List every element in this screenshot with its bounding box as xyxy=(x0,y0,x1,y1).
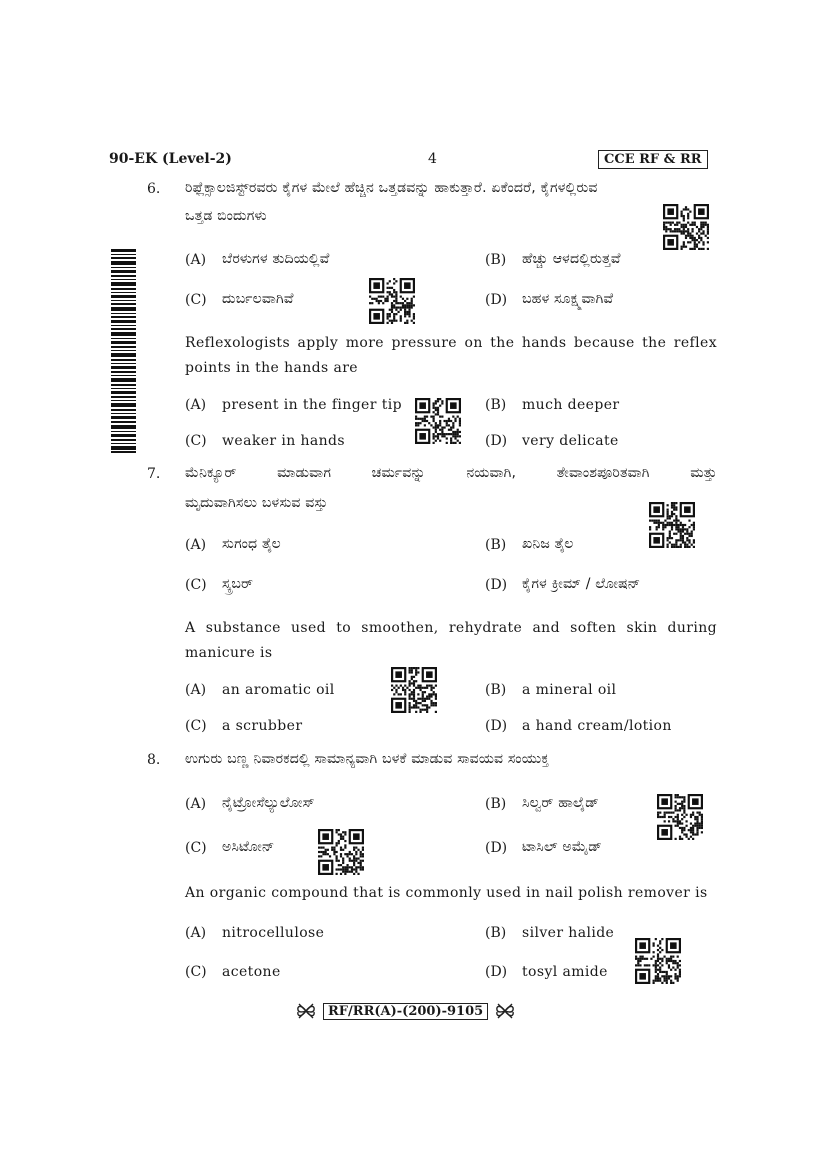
qr-code-icon xyxy=(415,398,461,444)
option-text: ಸಿಲ್ವರ್ ಹಾಲೈಡ್ xyxy=(522,795,599,811)
option-text: ಖನಿಜ ತೈಲ xyxy=(522,536,574,552)
question-text-english: Reflexologists apply more pressure on the hands because the reflex points in the hands are xyxy=(185,335,717,376)
exam-code: 90-EK (Level-2) xyxy=(109,151,232,167)
option-label: (D) xyxy=(485,292,508,308)
option-label: (D) xyxy=(485,840,508,856)
option-text: acetone xyxy=(222,964,281,980)
question-text-kannada-line2: ಒತ್ತಡ ಬಿಂದುಗಳು xyxy=(185,208,267,224)
question-text-english: An organic compound that is commonly used in nail polish remover is xyxy=(185,885,708,901)
option-label: (D) xyxy=(485,718,508,734)
question-text-kannada: ಉಗುರು ಬಣ್ಣ ನಿವಾರಕದಲ್ಲಿ ಸಾಮಾನ್ಯವಾಗಿ ಬಳಕೆ ಮಾಡುವ ಸಾವಯವ ಸಂಯುಕ್ತ xyxy=(185,751,550,767)
question-number: 7. xyxy=(147,466,161,482)
option-text: an aromatic oil xyxy=(222,682,335,698)
option-text: nitrocellulose xyxy=(222,925,325,941)
option-label: (D) xyxy=(485,577,508,593)
option-label: (A) xyxy=(185,397,207,413)
question-text-kannada: ರಿಫ್ಲೆಕ್ಸಾಲಜಿಸ್ಟ್‌ರವರು ಕೈಗಳ ಮೇಲೆ ಹೆಚ್ಚಿನ ಒತ್ತಡವನ್ನು ಹಾಕುತ್ತಾರೆ. ಏಕೆಂದರೆ, ಕೈಗಳಲ್ಲಿರುವ xyxy=(185,180,598,196)
option-text: ಸುಗಂಧ ತೈಲ xyxy=(222,536,281,552)
option-text: present in the finger tip xyxy=(222,397,402,413)
option-text: a scrubber xyxy=(222,718,303,734)
option-label: (C) xyxy=(185,840,207,856)
option-text: weaker in hands xyxy=(222,433,345,449)
option-label: (B) xyxy=(485,682,507,698)
option-text: ಟಾಸಿಲ್ ಅಮೈಡ್ xyxy=(522,839,602,855)
option-label: (C) xyxy=(185,718,207,734)
qr-code-icon xyxy=(635,938,681,984)
qr-code-icon xyxy=(318,829,364,875)
option-text: ಅಸಿಟೋನ್ xyxy=(222,839,275,855)
question-text-kannada: ಮೆನಿಕ್ಯೂರ್ ಮಾಡುವಾಗ ಚರ್ಮವನ್ನು ನಯವಾಗಿ, ತೇವಾಂಶಪೂರಿತವಾಗಿ ಮತ್ತು xyxy=(185,465,717,481)
qr-code-icon xyxy=(369,278,415,324)
option-text: much deeper xyxy=(522,397,620,413)
option-label: (D) xyxy=(485,964,508,980)
paper-code: RF/RR(A)-(200)-9105 xyxy=(323,1003,488,1020)
option-label: (C) xyxy=(185,964,207,980)
option-label: (C) xyxy=(185,292,207,308)
option-text: ಸ್ಕ್ರಬರ್ xyxy=(222,576,254,592)
option-label: (D) xyxy=(485,433,508,449)
footer xyxy=(295,1000,516,1022)
option-text: a mineral oil xyxy=(522,682,617,698)
option-text: very delicate xyxy=(522,433,619,449)
option-label: (C) xyxy=(185,577,207,593)
option-text: silver halide xyxy=(522,925,615,941)
option-label: (A) xyxy=(185,537,207,553)
option-label: (B) xyxy=(485,252,507,268)
exam-type-box: CCE RF & RR xyxy=(598,150,708,169)
question-text-kannada-line2: ಮೃದುವಾಗಿಸಲು ಬಳಸುವ ವಸ್ತು xyxy=(185,495,328,511)
option-text: ಕೈಗಳ ಕ್ರೀಮ್ / ಲೋಷನ್ xyxy=(522,576,641,592)
floral-ornament-icon xyxy=(295,1000,317,1022)
option-label: (C) xyxy=(185,433,207,449)
question-number: 6. xyxy=(147,181,161,197)
option-label: (B) xyxy=(485,537,507,553)
option-label: (A) xyxy=(185,796,207,812)
option-label: (B) xyxy=(485,925,507,941)
question-number: 8. xyxy=(147,752,161,768)
option-text: ಬೆರಳುಗಳ ತುದಿಯಲ್ಲಿವೆ xyxy=(222,251,330,267)
option-text: ದುರ್ಬಲವಾಗಿವೆ xyxy=(222,291,294,307)
qr-code-icon xyxy=(663,204,709,250)
option-label: (B) xyxy=(485,796,507,812)
page-number: 4 xyxy=(428,151,437,167)
option-label: (A) xyxy=(185,682,207,698)
option-text: tosyl amide xyxy=(522,964,608,980)
option-text: ನೈಟ್ರೋಸೆಲ್ಯುಲೋಸ್ xyxy=(222,795,315,811)
qr-code-icon xyxy=(391,667,437,713)
option-label: (A) xyxy=(185,925,207,941)
option-label: (B) xyxy=(485,397,507,413)
barcode-icon xyxy=(111,249,136,453)
qr-code-icon xyxy=(649,502,695,548)
qr-code-icon xyxy=(657,794,703,840)
question-text-english: A substance used to smoothen, rehydrate and soften skin during manicure is xyxy=(185,620,717,661)
option-label: (A) xyxy=(185,252,207,268)
option-text: a hand cream/lotion xyxy=(522,718,672,734)
option-text: ಬಹಳ ಸೂಕ್ಷ್ಮವಾಗಿವೆ xyxy=(522,291,614,307)
floral-ornament-icon xyxy=(494,1000,516,1022)
option-text: ಹೆಚ್ಚು ಆಳದಲ್ಲಿರುತ್ತವೆ xyxy=(522,251,621,267)
